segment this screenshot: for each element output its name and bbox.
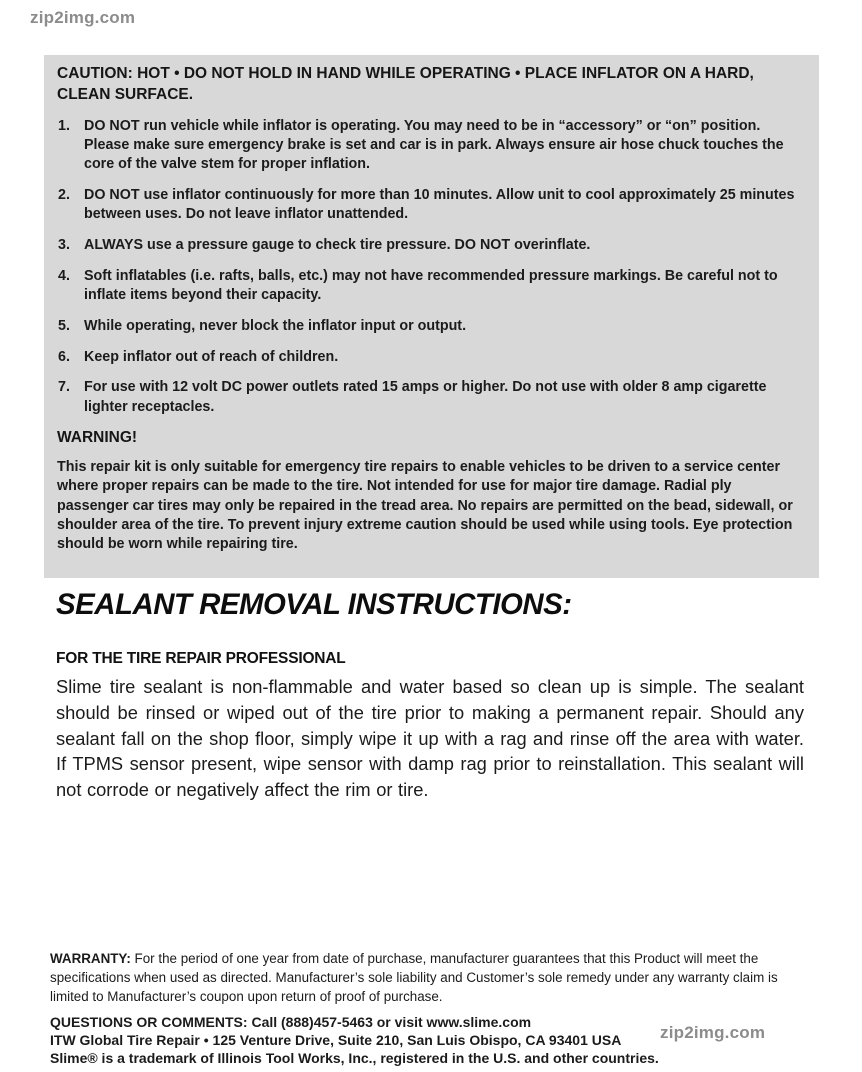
- caution-list-item-1: [57, 117, 803, 175]
- caution-list: [57, 117, 803, 418]
- list-number: 5.: [58, 317, 70, 334]
- sealant-removal-section: [56, 588, 804, 803]
- sealant-section-title: SEALANT REMOVAL INSTRUCTIONS:: [56, 588, 572, 621]
- footer-address-line: ITW Global Tire Repair • 125 Venture Drive, Suite 210, San Luis Obispo, CA 93401 USA: [50, 1031, 622, 1048]
- list-item-text: DO NOT run vehicle while inflator is operating. You may need to be in “accessory” or “on” position. Please make sure emergency brake is set and car is in park. Always ensure air hose chuck touches the core of the valve stem for proper inflation.: [84, 117, 784, 173]
- caution-list-item-5: [57, 317, 803, 336]
- warning-text: This repair kit is only suitable for emergency tire repairs to enable vehicles to be driven to a service center where proper repairs can be made to the tire. Not intended for use for major tire damage. Radial ply passenger car tires may only be repaired in the tread area. No repairs are permitted on the bead, sidewall, or shoulder area of the tire. To prevent injury extreme caution should be used while using tools. Eye protection should be worn while repairing tire.: [57, 459, 793, 553]
- caution-list-item-7: [57, 378, 803, 417]
- sealant-section-subtitle: FOR THE TIRE REPAIR PROFESSIONAL: [56, 650, 346, 667]
- caution-heading: CAUTION: HOT • DO NOT HOLD IN HAND WHILE OPERATING • PLACE INFLATOR ON A HARD, CLEAN SURFACE.: [57, 65, 754, 103]
- list-number: 3.: [58, 236, 70, 253]
- watermark-bottom: zip2img.com: [660, 1023, 766, 1042]
- list-item-text: While operating, never block the inflator input or output.: [84, 317, 467, 334]
- footer-trademark-line: Slime® is a trademark of Illinois Tool Works, Inc., registered in the U.S. and other countries.: [50, 1049, 659, 1066]
- list-number: 6.: [58, 348, 70, 365]
- list-item-text: Keep inflator out of reach of children.: [84, 348, 339, 365]
- warning-heading: WARNING!: [57, 429, 138, 447]
- list-item-text: For use with 12 volt DC power outlets rated 15 amps or higher. Do not use with older 8 amp cigarette lighter receptacles.: [84, 379, 767, 415]
- list-number: 1.: [58, 117, 70, 134]
- caution-list-item-4: [57, 267, 803, 306]
- questions-comments-label: QUESTIONS OR COMMENTS:: [50, 1014, 248, 1030]
- watermark-top: zip2img.com: [30, 8, 136, 27]
- caution-list-item-6: [57, 348, 803, 367]
- list-item-text: ALWAYS use a pressure gauge to check tire pressure. DO NOT overinflate.: [84, 236, 591, 253]
- list-number: 2.: [58, 186, 70, 203]
- list-item-text: DO NOT use inflator continuously for more than 10 minutes. Allow unit to cool approximately 25 minutes between uses. Do not leave inflator unattended.: [84, 186, 795, 223]
- list-item-text: Soft inflatables (i.e. rafts, balls, etc.) may not have recommended pressure markings. Be careful not to inflate items beyond their capacity.: [84, 267, 778, 304]
- warranty-label: WARRANTY:: [50, 951, 131, 967]
- warranty-text: For the period of one year from date of purchase, manufacturer guarantees that this Product will meet the specifications when used as directed. Manufacturer’s sole liability and Customer’s sole remedy under any warranty claim is limited to Manufacturer’s coupon upon return of proof of purchase.: [50, 951, 778, 1005]
- sealant-instructions-text: Slime tire sealant is non-flammable and water based so clean up is simple. The sealant should be rinsed or wiped out of the tire prior to making a permanent repair. Should any sealant fall on the shop floor, simply wipe it up with a rag and rinse off the area with water. If TPMS sensor present, wipe sensor with damp rag prior to reinstallation. This sealant will not corrode or negatively affect the rim or tire.: [56, 676, 804, 801]
- caution-list-item-3: [57, 236, 803, 255]
- caution-box: [44, 55, 819, 578]
- list-number: 4.: [58, 267, 70, 284]
- caution-list-item-2: [57, 186, 803, 225]
- list-number: 7.: [58, 379, 70, 396]
- contact-info-text: Call (888)457-5463 or visit www.slime.com: [247, 1014, 532, 1030]
- warranty-paragraph: [50, 949, 814, 1006]
